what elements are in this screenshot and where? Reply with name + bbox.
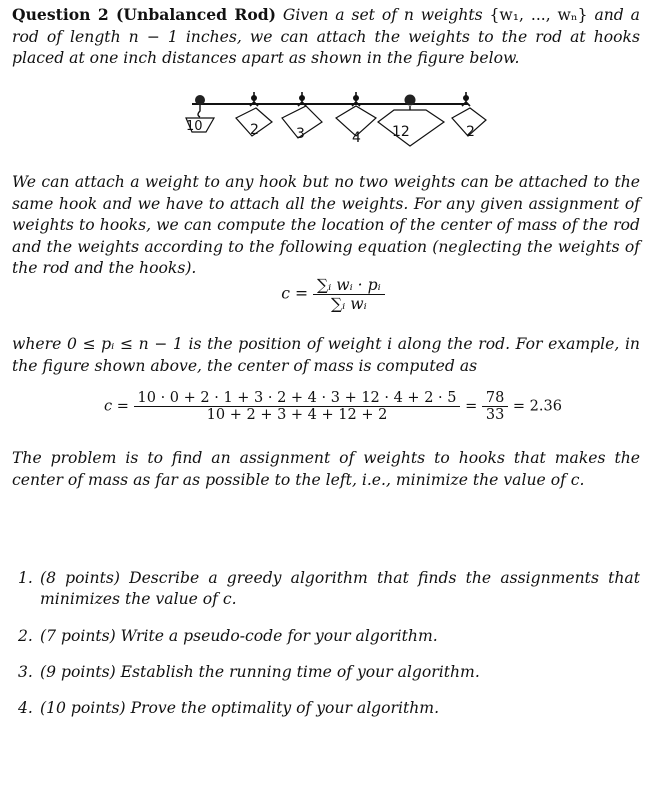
hook-weight-5	[378, 95, 444, 147]
p3-i: i	[387, 335, 393, 353]
intro-text-d: inches, we can attach the weights to the rod at hooks placed at one inch distances apart as shown in the figure below.	[12, 27, 640, 67]
eq1-denominator: ∑ᵢ wᵢ	[331, 295, 367, 313]
eq2-denominator: 10 + 2 + 3 + 4 + 12 + 2	[206, 407, 388, 423]
weight-label-2: 2	[250, 122, 259, 138]
p3-a: where	[12, 335, 62, 353]
task-number: 4.	[18, 699, 33, 717]
hook-weight-1	[186, 95, 214, 134]
hook-weight-6	[452, 92, 486, 140]
hook-weight-4	[336, 92, 376, 146]
weights-set: {w₁, ..., wₙ}	[489, 6, 588, 24]
intro-text-c: and a rod of length	[12, 6, 640, 46]
intro-text-a: Given a set of	[282, 6, 397, 24]
eq2-num2: 78	[482, 390, 508, 407]
intro-paragraph	[12, 4, 640, 70]
task-number: 3.	[18, 663, 33, 681]
intro-n: n	[403, 6, 414, 24]
eq2-equals: =	[465, 398, 478, 415]
eq2-numerator: 10 · 0 + 2 · 1 + 3 · 2 + 4 · 3 + 12 · 4 + 2 · 5	[134, 390, 461, 407]
task-text: (7 points) Write a pseudo-code for your algorithm.	[40, 627, 438, 645]
task-text: (9 points) Establish the running time of your algorithm.	[40, 663, 480, 681]
equation-1	[0, 276, 666, 313]
p3-c: along the rod. For example, in the figure shown above, the center of mass is computed as	[12, 335, 640, 375]
weight-label-6: 2	[466, 124, 475, 140]
task-number: 2.	[18, 627, 33, 645]
paragraph-2: We can attach a weight to any hook but no two weights can be attached to the same hook and we have to attach all the weights. For any given assignment of weights to hooks, we can compute the location of the center of mass of the rod and the weights according to the following equation (neglecting the weights of the rod and the hooks).	[12, 173, 640, 277]
eq2-fraction	[134, 390, 461, 423]
question-heading: Question 2 (Unbalanced Rod)	[12, 5, 277, 24]
rod-figure	[0, 84, 666, 166]
eq1-lhs: c =	[281, 284, 309, 303]
rod-length: n − 1	[128, 27, 178, 46]
eq2-fraction-2	[482, 390, 508, 423]
eq1-numerator: ∑ᵢ wᵢ · pᵢ	[313, 276, 385, 295]
weight-label-3: 3	[296, 126, 305, 142]
p3-cond: 0 ≤ pᵢ ≤ n − 1	[66, 335, 183, 353]
intro-text-b: weights	[420, 6, 483, 24]
p3-b: is the position of weight	[188, 335, 382, 353]
task-text: (10 points) Prove the optimality of your algorithm.	[40, 699, 440, 717]
hook-weight-2	[236, 92, 272, 138]
paragraph-3	[12, 334, 640, 377]
eq2-lhs: c =	[104, 398, 129, 415]
eq2-result: = 2.36	[512, 398, 562, 415]
eq1-fraction	[313, 276, 385, 313]
task-number: 1.	[18, 569, 33, 587]
task-text: (8 points) Describe a greedy algorithm that finds the assignments that minimizes the value of c.	[40, 569, 640, 608]
paragraph-4: The problem is to find an assignment of weights to hooks that makes the center of mass as far as possible to the left, i.e., minimize the value of c.	[12, 449, 640, 489]
hook-weight-3	[282, 92, 322, 142]
weight-label-4: 4	[352, 130, 361, 146]
eq2-den2: 33	[485, 407, 505, 423]
weight-label-5: 12	[392, 124, 410, 140]
equation-2	[0, 390, 666, 423]
weight-label-1: 10	[186, 119, 203, 134]
